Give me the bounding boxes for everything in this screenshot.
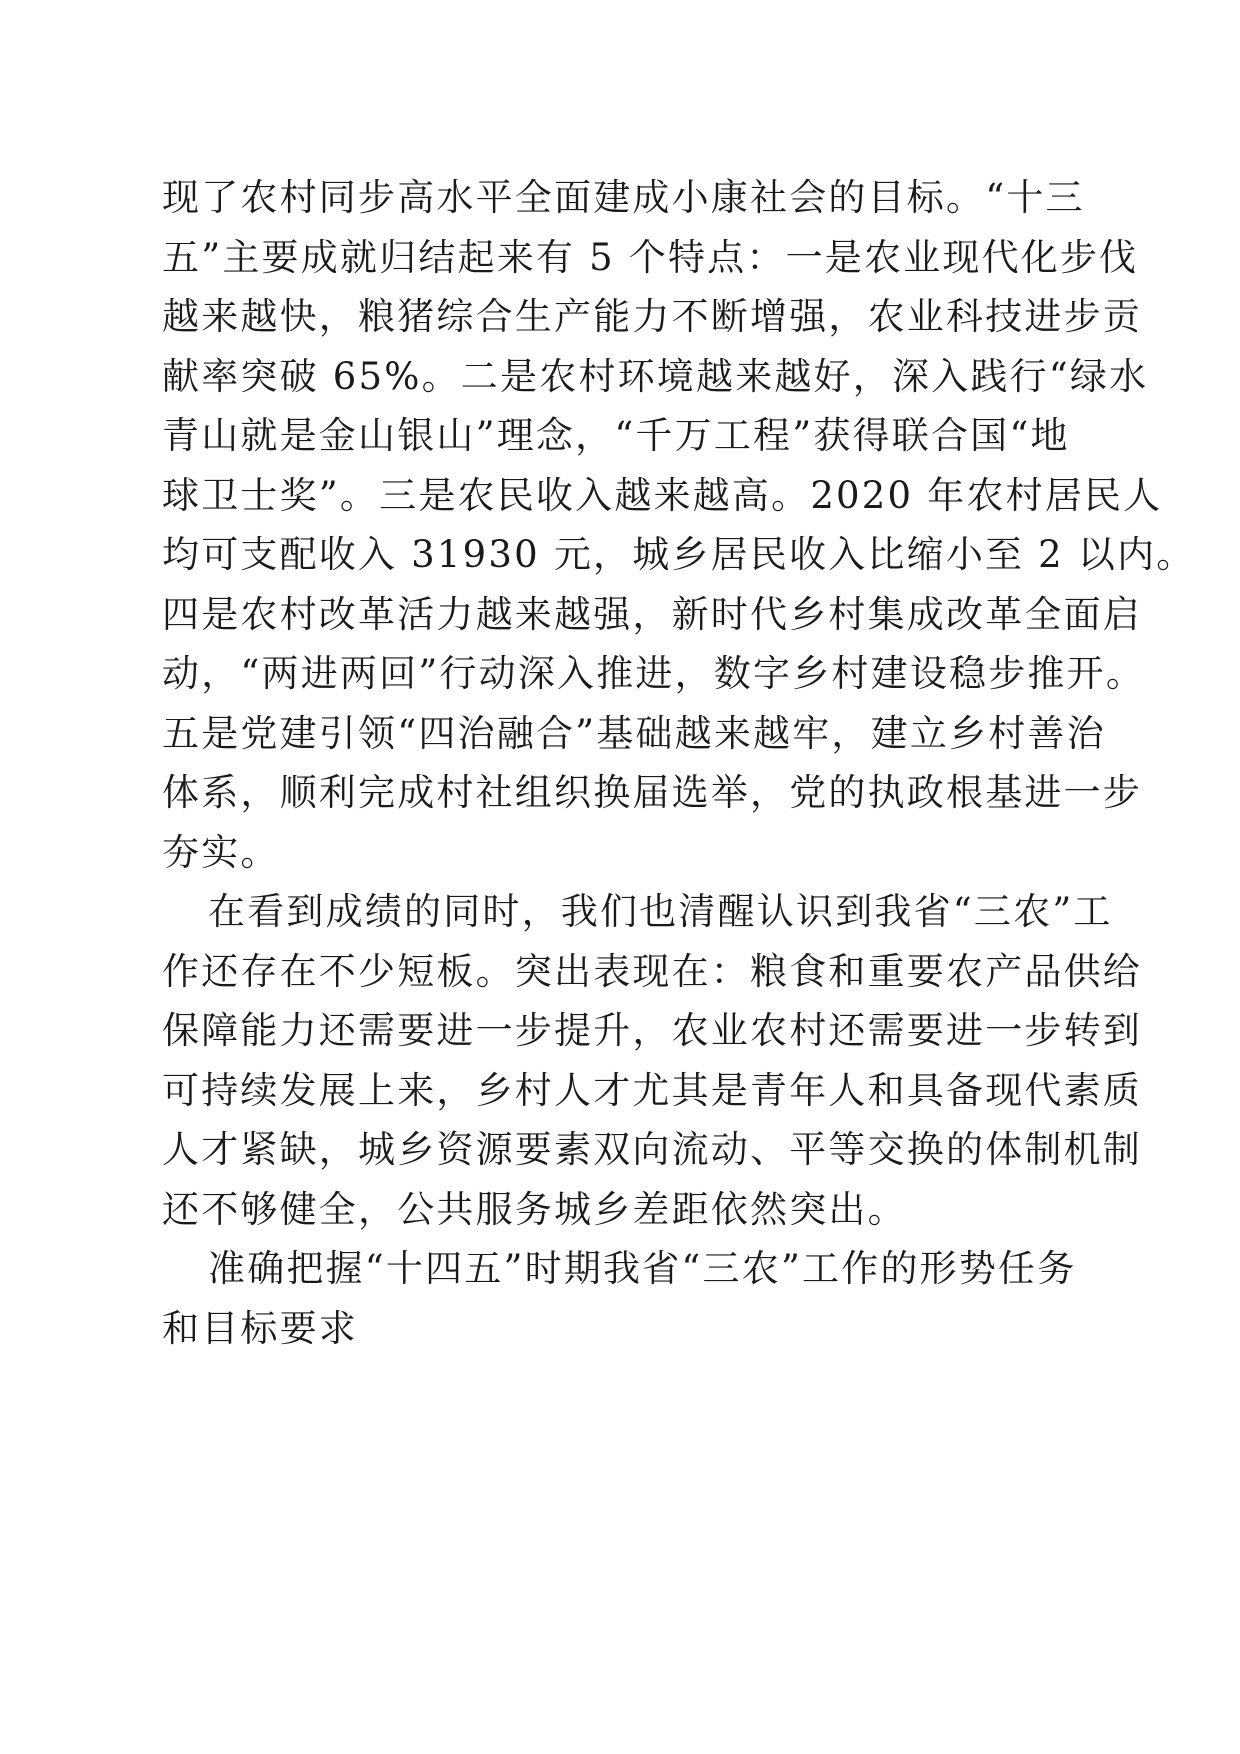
paragraph-shortcomings	[162, 882, 1142, 1239]
text-line: 五”主要成就归结起来有 5 个特点：一是农业现代化步伐	[162, 235, 1139, 279]
text-line: 在看到成绩的同时，我们也清醒认识到我省“三农”工	[208, 890, 1113, 933]
text-line: 可持续发展上来，乡村人才尤其是青年人和具备现代素质	[162, 1068, 1142, 1112]
text-line: 体系，顺利完成村社组织换届选举，党的执政根基进一步	[162, 771, 1142, 814]
text-line: 夯实。	[162, 830, 280, 874]
paragraph-section-heading	[162, 1239, 1102, 1358]
text-line: 青山就是金山银山”理念，“千万工程”获得联合国“地	[162, 414, 1070, 457]
text-line: 现了农村同步高水平全面建成小康社会的目标。“十三	[162, 176, 1085, 219]
document-body	[162, 168, 1196, 1358]
text-line: 准确把握“十四五”时期我省“三农”工作的形势任务	[208, 1247, 1077, 1290]
text-line: 作还存在不少短板。突出表现在：粮食和重要农产品供给	[162, 949, 1142, 993]
text-line: 人才紧缺，城乡资源要素双向流动、平等交换的体制机制	[162, 1128, 1142, 1171]
text-line: 动，“两进两回”行动深入推进，数字乡村建设稳步推开。	[162, 652, 1146, 695]
text-line: 保障能力还需要进一步提升，农业农村还需要进一步转到	[162, 1009, 1142, 1052]
text-line: 均可支配收入 31930 元，城乡居民收入比缩小至 2 以内。	[162, 533, 1196, 576]
text-line: 和目标要求	[162, 1306, 358, 1350]
paragraph-achievements	[162, 168, 1196, 882]
text-line: 献率突破 65%。二是农村环境越来越好，深入践行“绿水	[162, 354, 1149, 398]
text-line: 球卫士奖”。三是农民收入越来越高。2020 年农村居民人	[162, 473, 1163, 517]
text-line: 五是党建引领“四治融合”基础越来越牢，建立乡村善治	[162, 711, 1106, 755]
text-line: 还不够健全，公共服务城乡差距依然突出。	[162, 1187, 907, 1231]
text-line: 越来越快，粮猪综合生产能力不断增强，农业科技进步贡	[162, 295, 1142, 338]
text-line: 四是农村改革活力越来越强，新时代乡村集成改革全面启	[162, 592, 1142, 636]
